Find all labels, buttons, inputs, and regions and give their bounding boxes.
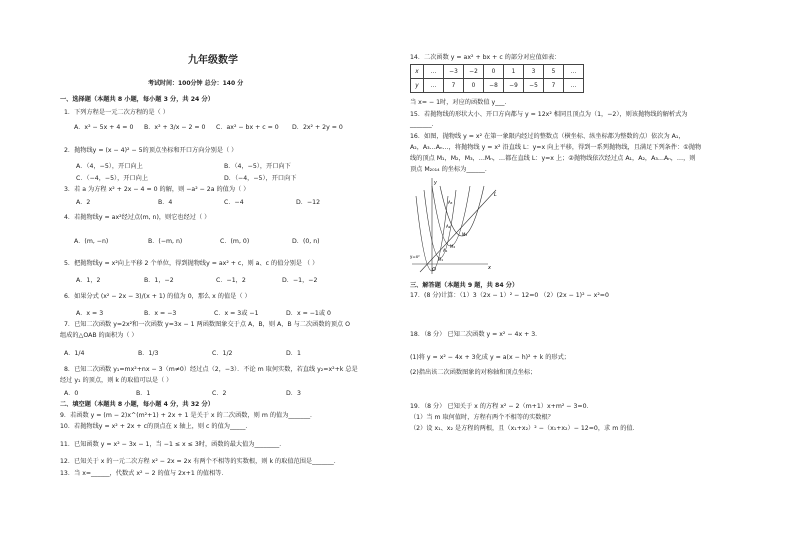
question-2: 2．抛物线y = (x − 4)² − 5的顶点坐标和开口方向分别是（ ） bbox=[64, 147, 238, 154]
q3-option-a: A．2 bbox=[76, 199, 91, 206]
question-4: 4．若抛物线y = ax²经过点(m, n)，则它也经过（ ） bbox=[64, 214, 211, 221]
table-cell: … bbox=[564, 65, 584, 79]
table-cell: 7 bbox=[544, 79, 564, 93]
q7-option-d: D．1 bbox=[286, 350, 301, 357]
q1-option-a: A．x² − 5x + 4 = 0 bbox=[74, 124, 134, 131]
q8-option-c: C．2 bbox=[212, 390, 227, 397]
q7-option-a: A．1/4 bbox=[64, 350, 85, 357]
question-3: 3．若 a 为方程 x² + 2x − 4 = 0 的解，则 −a² − 2a 的值为（ ） bbox=[64, 186, 250, 193]
table-row bbox=[411, 79, 584, 93]
question-7-line1: 7．已知二次函数 y=2x²和一次函数 y=3x − 1 两函数图象交于点 A，B，则 A，B 与二次函数的顶点 O bbox=[64, 321, 350, 328]
question-18-line3: (2)指出该二次函数图象的对称轴和顶点坐标； bbox=[410, 369, 537, 376]
table-cell: −5 bbox=[524, 79, 544, 93]
question-1: 1．下列方程是一元二次方程的是（ ） bbox=[64, 109, 169, 116]
q3-option-b: B．4 bbox=[158, 199, 173, 206]
origin-label: O bbox=[432, 267, 436, 273]
q2-option-a: A．（4，−5），开口向上 bbox=[76, 163, 143, 170]
question-7-line2: 组成的△OAB 的面积为（ ） bbox=[60, 332, 138, 339]
question-16-line1: 16．如图，抛物线 y = x² 在第一象限内经过的整数点（横坐标、纵坐标都为整数的点）依次为 A₁， bbox=[410, 133, 685, 140]
point-a2-label: A₂ bbox=[446, 224, 451, 229]
section-2-heading: 二、填空题（本题共 8 小题，每小题 4 分，共 32 分） bbox=[60, 401, 214, 408]
q1-option-b: B．x² + 3/x − 2 = 0 bbox=[144, 124, 206, 131]
table-cell: −2 bbox=[464, 65, 484, 79]
line-l-label: L bbox=[494, 192, 497, 198]
question-19-line3: （2）设 x₁、x₂ 是方程的两根，且（x₁+x₂）² −（x₁+x₂）− 12=0，求 m 的值． bbox=[410, 425, 639, 432]
table-cell: 7 bbox=[444, 79, 464, 93]
question-8-line1: 8．已知二次函数 y₁=mx²+nx − 3（m≠0）经过点（2，−3）．不论 m 取何实数，若直线 y₂=x²+k 总是 bbox=[64, 366, 358, 373]
table-cell: −3 bbox=[444, 65, 464, 79]
table-cell: … bbox=[424, 79, 444, 93]
table-cell: y bbox=[411, 79, 424, 93]
question-6: 6．如果分式 (x² − 2x − 3)/(x + 1) 的值为 0，那么 x 的值是（ ） bbox=[64, 293, 251, 300]
section-1-heading: 一、选择题（本题共 8 小题，每小题 3 分，共 24 分） bbox=[60, 96, 214, 103]
parabola-figure bbox=[410, 176, 500, 276]
table-cell: 3 bbox=[524, 65, 544, 79]
section-3-heading: 三、解答题（本题共 9 题，共 84 分） bbox=[410, 282, 519, 289]
table-cell: x bbox=[411, 65, 424, 79]
point-a3-label: A₃ bbox=[448, 200, 453, 205]
table-cell: −8 bbox=[484, 79, 504, 93]
point-m3-label: M₃ bbox=[462, 232, 468, 237]
table-cell: … bbox=[564, 79, 584, 93]
q5-option-b: B．1，−2 bbox=[144, 277, 174, 284]
question-5: 5．把抛物线y = x²向上平移 2 个单位，得到抛物线y = ax² + c，则 a、c 的值分别是 （ ） bbox=[64, 260, 319, 267]
question-17: 17．(8 分)计算：（1）3（2x − 1）² − 12=0 （2）(2x − 1)² − x²=0 bbox=[410, 292, 609, 299]
q3-option-c: C．−4 bbox=[224, 199, 244, 206]
question-9: 9．若函数 y = (m − 2)x^(m²+1) + 2x + 1 是关于 x 的二次函数，则 m 的值为_______． bbox=[60, 412, 317, 419]
value-table bbox=[410, 64, 584, 93]
question-16-line2: A₂，A₃…Aₙ…，将抛物线 y = x² 沿直线 L：y=x 向上平移，得到一系列抛物线，且满足下列条件：①抛物 bbox=[410, 144, 702, 151]
table-cell: 1 bbox=[504, 65, 524, 79]
table-cell: 0 bbox=[484, 65, 504, 79]
exam-meta: 考试时间：100分钟 总分：140 分 bbox=[148, 80, 244, 87]
q2-option-b: B．（4，−5），开口向下 bbox=[224, 163, 291, 170]
table-cell: … bbox=[424, 65, 444, 79]
q2-option-d: D．（−4，−5），开口向下 bbox=[224, 175, 297, 182]
q5-option-c: C．−1，2 bbox=[216, 277, 246, 284]
q3-option-d: D．−12 bbox=[296, 199, 321, 206]
q8-option-d: D．3 bbox=[286, 390, 301, 397]
question-15-line2: _______． bbox=[410, 121, 438, 128]
axis-y-label: y bbox=[434, 180, 437, 186]
q1-option-d: D．2x² + 2y = 0 bbox=[292, 124, 343, 131]
q4-option-c: C．(m, 0) bbox=[220, 238, 250, 245]
q6-option-a: A．x = 3 bbox=[76, 310, 104, 317]
question-16-line4: 顶点 M₂₀₁₄ 的坐标为______． bbox=[410, 166, 492, 173]
q4-option-d: D．(0, n) bbox=[292, 238, 320, 245]
question-10: 10．若抛物线y = x² + 2x + c的顶点在 x 轴上，则 c 的值为_____． bbox=[60, 423, 252, 430]
q1-option-c: C．ax² − bx + c = 0 bbox=[216, 124, 279, 131]
q6-option-d: D．x = −1或 0 bbox=[286, 310, 331, 317]
q8-option-b: B．1 bbox=[136, 390, 151, 397]
page-title: 九年级数学 bbox=[188, 55, 238, 66]
q4-option-a: A．(m, −n) bbox=[74, 238, 109, 245]
q6-option-b: B．x = −3 bbox=[144, 310, 177, 317]
q5-option-d: D．−1，−2 bbox=[282, 277, 318, 284]
q7-option-c: C．1/2 bbox=[212, 350, 233, 357]
line-l bbox=[420, 190, 496, 272]
point-m2-label: M₂ bbox=[450, 244, 456, 249]
point-m1-label: M₁ bbox=[438, 257, 444, 262]
q2-option-c: C．（−4，−5），开口向上 bbox=[76, 175, 149, 182]
question-8-line2: 经过 y₁ 的顶点，则 k 的取值可以是（ ） bbox=[60, 377, 173, 384]
question-16-line3: 线的顶点 M₁，M₂，M₃，…Mₙ，…都在直线 L：y=x 上；②抛物线依次经过点 A₁，A₂，A₃…Aₙ，…，则 bbox=[410, 155, 696, 162]
question-14: 14．二次函数 y = ax² + bx + c 的部分对应值如表： bbox=[410, 54, 561, 61]
parabola-3 bbox=[432, 186, 470, 246]
q8-option-a: A．0 bbox=[64, 390, 79, 397]
question-14-answer: 当 x= − 1时，对应的函数值 y___． bbox=[410, 99, 511, 106]
question-18-line2: (1)将 y = x² − 4x + 3化成 y = a(x − h)² + k 的形式； bbox=[410, 354, 570, 361]
question-13: 13．当 x=______，代数式 x² − 2 的值与 2x+1 的值相等． bbox=[60, 470, 228, 477]
question-11: 11．已知函数 y = x² − 3x − 1，当 −1 ≤ x ≤ 3时，函数的最大值为________． bbox=[60, 441, 286, 448]
question-15-line1: 15．若抛物线的形状大小、开口方向都与 y = 12x² 相同且顶点为（1，−2），则该抛物线的解析式为 bbox=[410, 111, 688, 118]
q4-option-b: B．(−m, n) bbox=[148, 238, 183, 245]
question-12: 12．已知关于 x 的一元二次方程 x² − 2x = 2x 有两个不相等的实数根，则 k 的取值范围是_______． bbox=[60, 458, 340, 465]
table-cell: 5 bbox=[544, 65, 564, 79]
question-18-line1: 18．（8 分） 已知二次函数 y = x² − 4x + 3． bbox=[410, 331, 542, 338]
question-19-line2: （1）当 m 取何值时，方程有两个不相等的实数根？ bbox=[410, 414, 554, 421]
q5-option-a: A．1，2 bbox=[76, 277, 101, 284]
q6-option-c: C．x = 3或 −1 bbox=[214, 310, 259, 317]
point-a1-label: A₁ bbox=[443, 248, 448, 253]
table-row bbox=[411, 65, 584, 79]
question-19-line1: 19．（8 分） 已知关于 x 的方程 x² − 2（m+1）x+m² − 3=0． bbox=[410, 403, 593, 410]
axis-x-label: x bbox=[488, 265, 491, 271]
q7-option-b: B．1/3 bbox=[138, 350, 159, 357]
curve-label: y=x² bbox=[410, 254, 420, 259]
table-cell: −9 bbox=[504, 79, 524, 93]
table-cell: 0 bbox=[464, 79, 484, 93]
